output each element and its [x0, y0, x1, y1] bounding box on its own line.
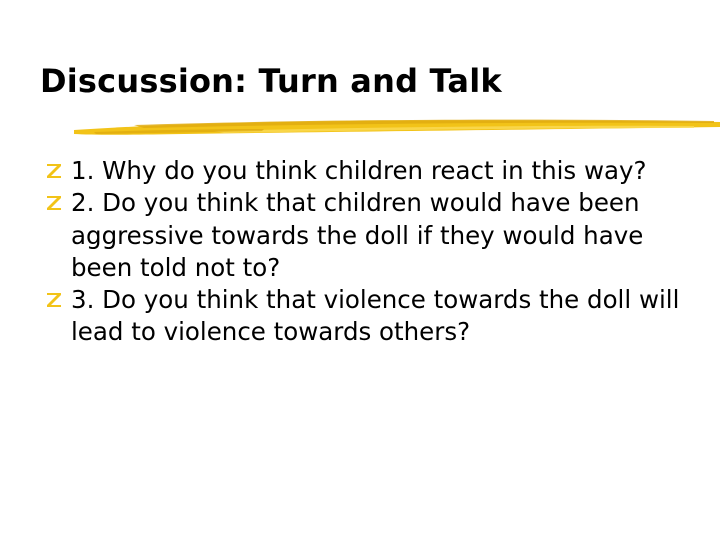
list-item — [42, 284, 702, 349]
discussion-questions-list — [42, 155, 702, 349]
question-text: 1. Why do you think children react in this way? — [71, 156, 647, 185]
question-text: 3. Do you think that violence towards the doll will lead to violence towards others? — [71, 285, 680, 347]
title-underline-brushstroke — [74, 112, 720, 142]
list-item — [42, 187, 702, 284]
z-bullet-icon — [42, 155, 66, 187]
list-item — [42, 155, 702, 187]
z-bullet-icon — [42, 187, 66, 219]
question-text: 2. Do you think that children would have been aggressive towards the doll if they would have been told not to? — [71, 188, 644, 282]
z-bullet-icon — [42, 284, 66, 316]
slide-title: Discussion: Turn and Talk — [40, 62, 502, 100]
